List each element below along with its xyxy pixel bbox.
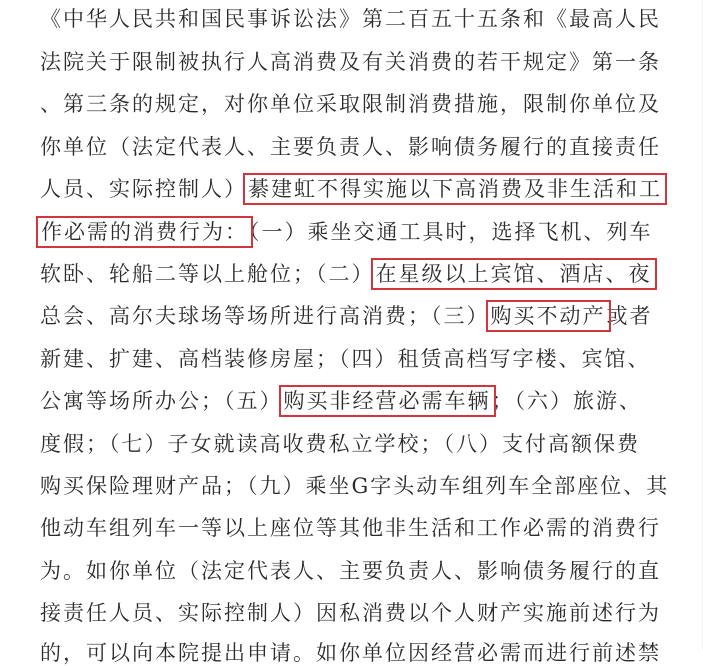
- highlighted-phrase: 綦建虹不得实施以下高消费及非生活和工: [248, 177, 662, 201]
- highlighted-phrase: 作必需的消费行为：: [41, 220, 248, 244]
- highlighted-phrase: 在星级以上宾馆、酒店、夜: [375, 262, 652, 286]
- text-segment: 、第三条的规定，对你单位采取限制消费措施，限制你单位及: [40, 92, 661, 116]
- text-line-16: [40, 640, 661, 666]
- text-segment: 总会、高尔夫球场等场所进行高消费；（三）: [40, 304, 490, 328]
- text-line-5: [40, 176, 662, 202]
- highlighted-phrase: 购买非经营必需车辆: [283, 389, 491, 413]
- text-segment: 法院关于限制被执行人高消费及有关消费的若干规定》第一条: [40, 50, 661, 74]
- text-line-12: [40, 473, 670, 499]
- text-line-9: [40, 346, 651, 372]
- text-line-7: [40, 261, 652, 287]
- text-segment: 度假；（七）子女就读高收费私立学校；（八）支付高额保费: [40, 432, 640, 456]
- highlighted-phrase: 购买不动产: [490, 304, 606, 328]
- text-segment: 人员、实际控制人）: [40, 177, 247, 201]
- text-line-2: [40, 49, 661, 75]
- text-segment: 的，可以向本院提出申请。如你单位因经营必需而进行前述禁: [40, 641, 661, 665]
- text-segment: 为。如你单位（法定代表人、主要负责人、影响债务履行的直: [40, 559, 661, 583]
- text-segment: 你单位（法定代表人、主要负责人、影响债务履行的直接责任: [40, 135, 661, 159]
- text-segment: 接责任人员、实际控制人）因私消费以个人财产实施前述行为: [40, 601, 661, 625]
- text-segment: 软卧、轮船二等以上舱位；（二）: [40, 262, 375, 286]
- text-segment: 或者: [606, 304, 653, 328]
- text-segment: 《中华人民共和国民事诉讼法》第二百五十五条和《最高人民: [40, 7, 661, 31]
- text-line-14: [40, 558, 661, 584]
- text-line-15: [40, 600, 661, 626]
- text-line-13: [40, 515, 661, 541]
- text-segment: 新建、扩建、高档装修房屋；（四）租赁高档写字楼、宾馆、: [40, 347, 651, 371]
- text-line-3: [40, 91, 661, 117]
- text-segment: 他动车组列车一等以上座位等其他非生活和工作必需的消费行: [40, 516, 661, 540]
- text-line-8: [40, 303, 653, 329]
- text-segment: （一）乘坐交通工具时，选择飞机、列车: [249, 220, 653, 244]
- text-segment: 购买保险理财产品；（九）乘坐G字头动车组列车全部座位、其: [40, 474, 670, 498]
- text-segment: 公寓等场所办公；（五）: [40, 389, 283, 413]
- text-line-1: [40, 6, 661, 32]
- text-line-11: [40, 431, 640, 457]
- text-line-4: [40, 134, 661, 160]
- text-line-6: [40, 219, 653, 245]
- text-segment: ；（六）旅游、: [491, 389, 642, 413]
- text-line-10: [40, 388, 640, 414]
